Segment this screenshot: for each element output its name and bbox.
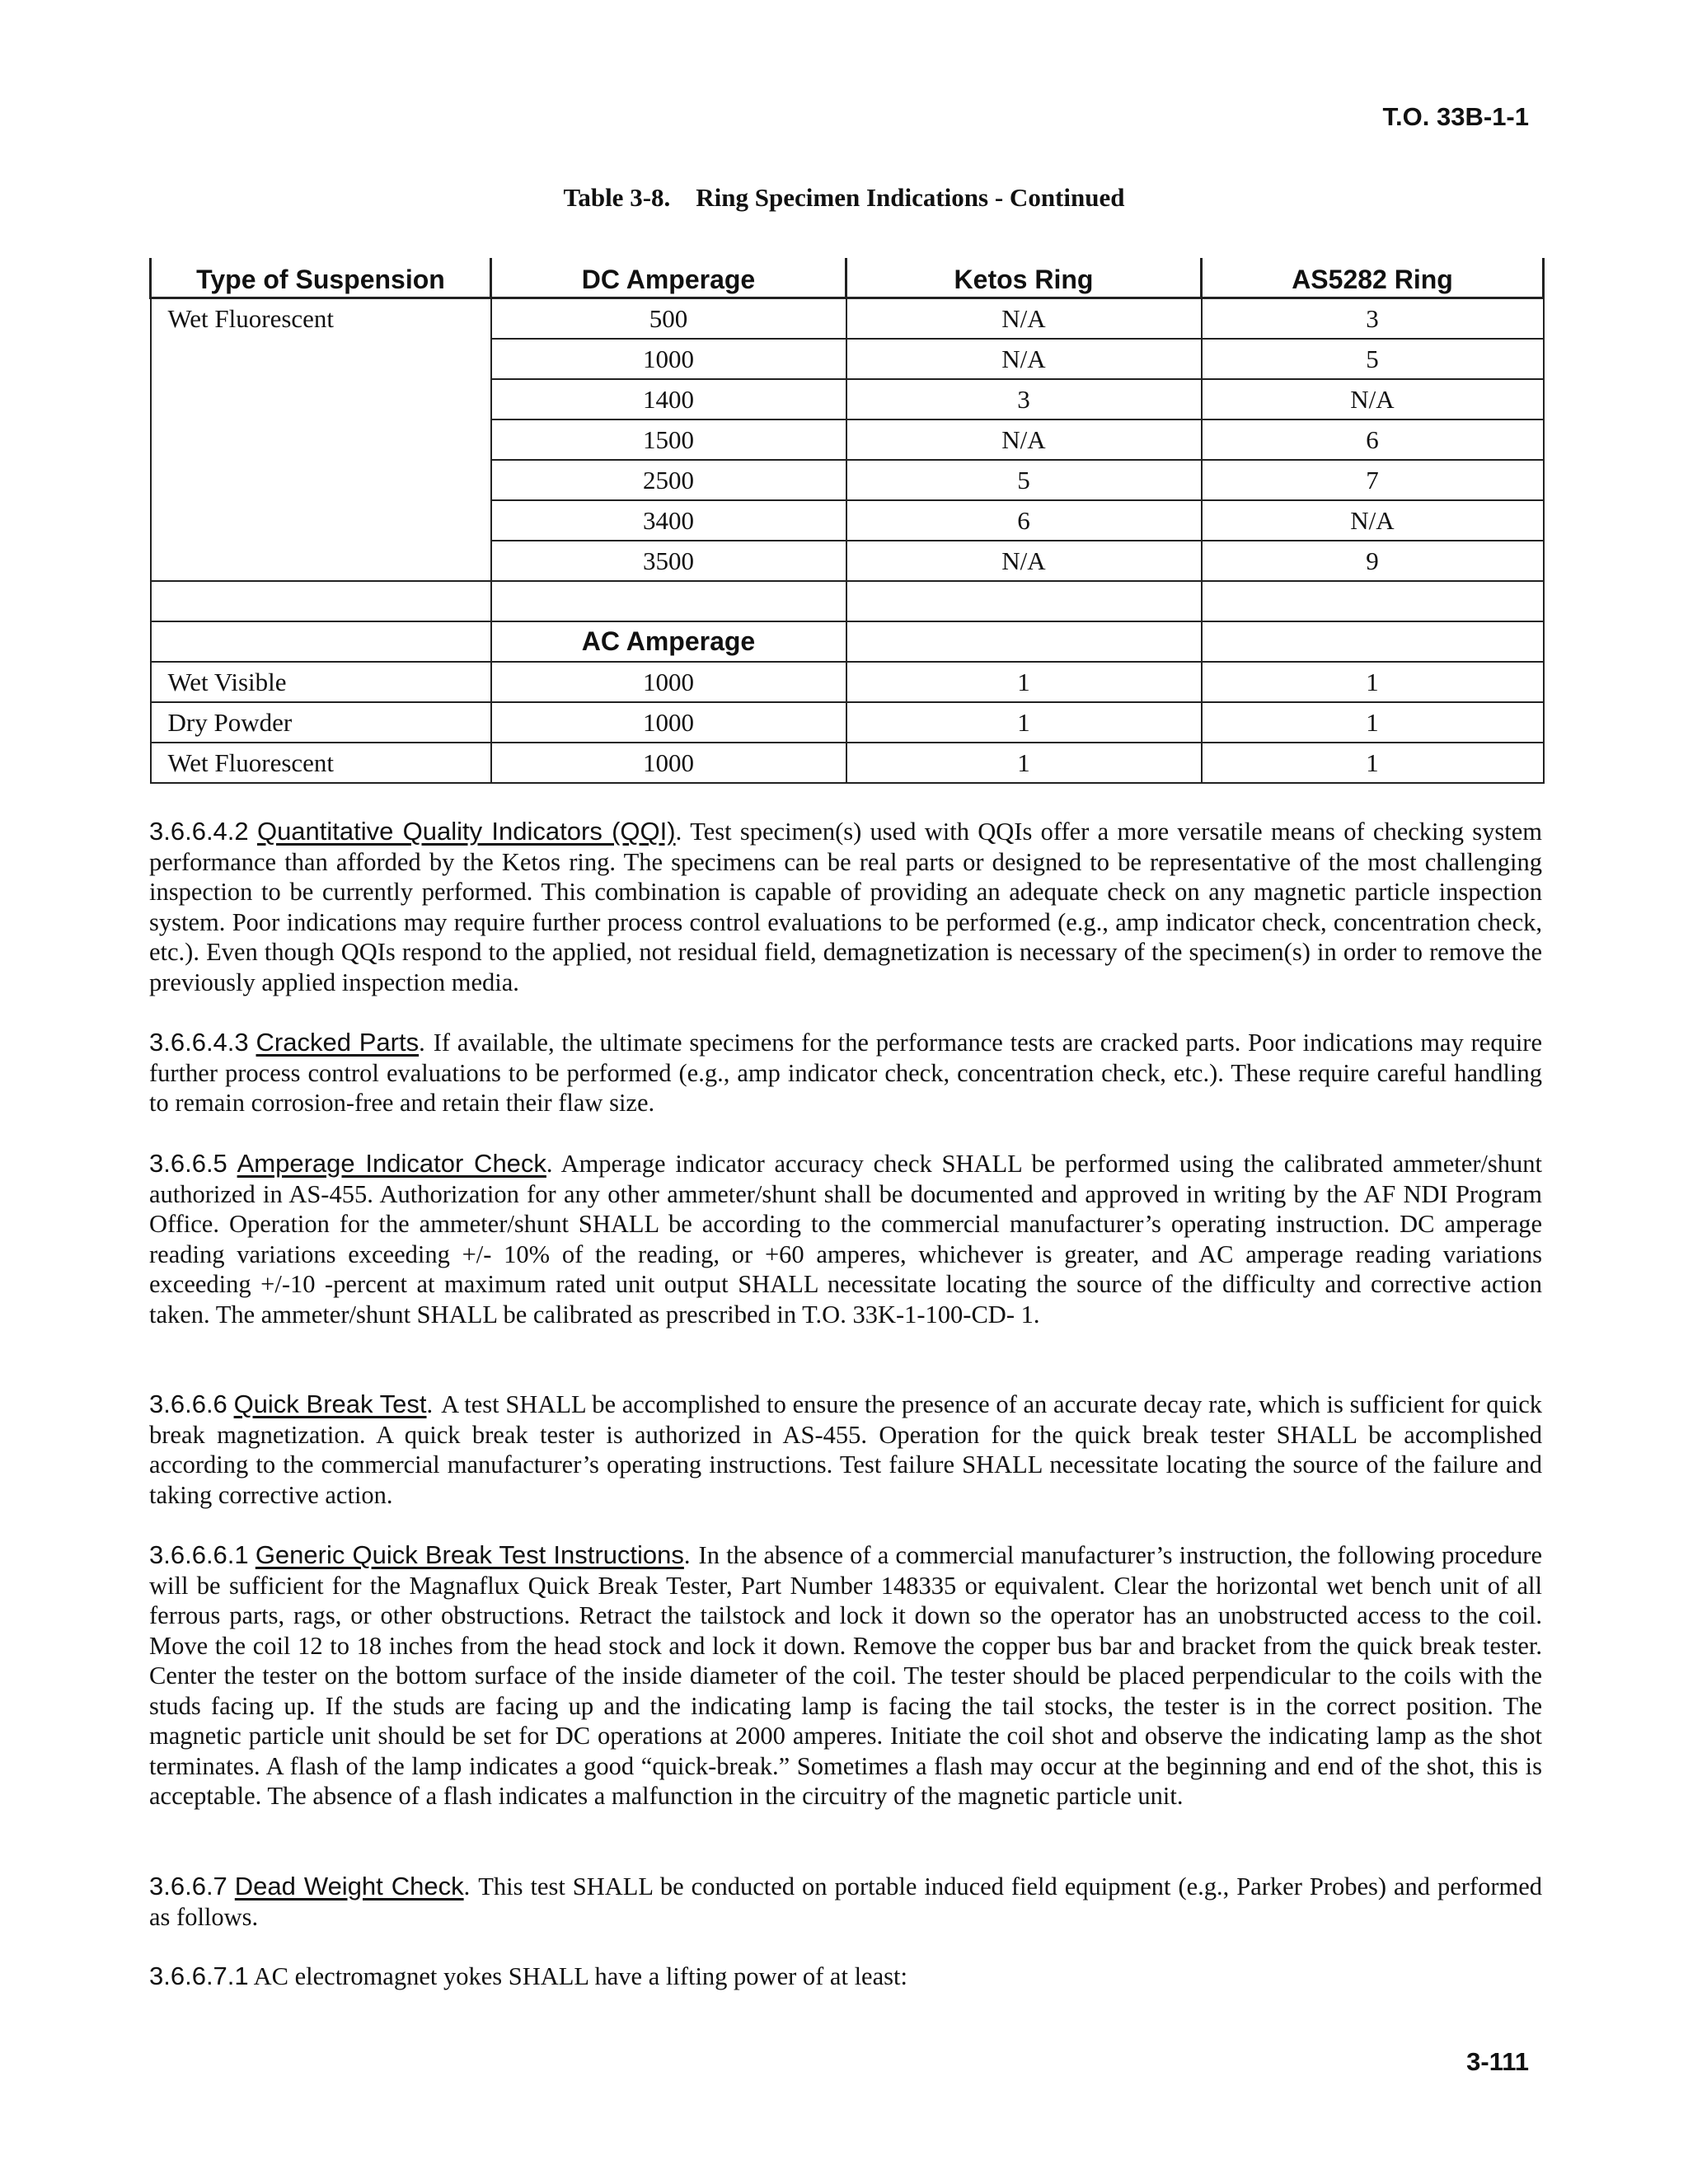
amperage-cell: 1500 [491, 419, 846, 460]
column-header-dc-amperage: DC Amperage [491, 258, 846, 298]
ac-amperage-subheader: AC Amperage [491, 621, 846, 662]
paragraph-body: This test SHALL be conducted on portable induced field equipment (e.g., Parker Probes) and performed as follows. [149, 1872, 1543, 1931]
as5282-cell: 5 [1202, 339, 1544, 379]
paragraph-number: 3.6.6.7 [149, 1872, 227, 1900]
amperage-cell: 1000 [491, 702, 846, 743]
paragraph-number: 3.6.6.4.2 [149, 817, 249, 846]
ketos-cell: 1 [846, 662, 1202, 702]
table-header-row [151, 258, 1544, 298]
table-subheader-row [151, 621, 1544, 662]
page-number: 3-111 [1466, 2047, 1529, 2076]
ketos-cell: N/A [846, 339, 1202, 379]
suspension-type-cell: Wet Visible [151, 662, 491, 702]
column-header-as5282-ring: AS5282 Ring [1202, 258, 1544, 298]
amperage-cell: 3400 [491, 500, 846, 541]
blank-cell [491, 581, 846, 621]
ketos-cell: 5 [846, 460, 1202, 500]
paragraph-heading: Quantitative Quality Indicators (QQI) [256, 817, 676, 846]
paragraph-number: 3.6.6.4.3 [149, 1028, 249, 1057]
as5282-cell: 1 [1202, 743, 1544, 783]
paragraph-3-6-6-4-3: 3.6.6.4.3 Cracked Parts. If available, the ultimate specimens for the performance tests are cracked parts. Poor indications may require further process control evaluations to be performed (e.g., amp indicator check, concentration check, etc.). These require careful handling to remain corrosion-free and retain their flaw size. [149, 1028, 1542, 1117]
paragraph-3-6-6-6: 3.6.6.6 Quick Break Test. A test SHALL be accomplished to ensure the presence of an accurate decay rate, which is sufficient for quick break magnetization. A quick break tester is authorized in AS-455. Operation for the quick break tester SHALL be accomplished according to the commercial manufacturer’s operating instructions. Test failure SHALL necessitate locating the source of the failure and taking corrective action. [149, 1390, 1543, 1509]
amperage-cell: 1000 [491, 743, 846, 783]
suspension-type-cell: Wet Fluorescent [151, 298, 491, 582]
column-header-ketos-ring: Ketos Ring [846, 258, 1202, 298]
paragraph-3-6-6-5: 3.6.6.5 Amperage Indicator Check. Amperage indicator accuracy check SHALL be performed using the calibrated ammeter/shunt authorized in AS-455. Authorization for any other ammeter/shunt shall be documented and approved in writing by the AF NDI Program Office. Operation for the ammeter/shunt SHALL be according to the commercial manufacturer’s operating instruction. DC amperage reading variations exceeding +/- 10% of the reading, or +60 amperes, whichever is greater, and AC amperage reading variations exceeding +/-10 -percent at maximum rated unit output SHALL necessitate locating the source of the difficulty and corrective action taken. The ammeter/shunt SHALL be calibrated as prescribed in T.O. 33K-1-100-CD- 1. [149, 1149, 1542, 1329]
ring-specimen-table [149, 258, 1545, 784]
table-row [151, 298, 1544, 340]
blank-cell [151, 621, 491, 662]
as5282-cell: 3 [1202, 298, 1544, 340]
amperage-cell: 2500 [491, 460, 846, 500]
ketos-cell: 3 [846, 379, 1202, 419]
as5282-cell: 1 [1202, 702, 1544, 743]
amperage-cell: 500 [491, 298, 846, 340]
table-row [151, 662, 1544, 702]
amperage-cell: 1400 [491, 379, 846, 419]
ketos-cell: N/A [846, 541, 1202, 581]
paragraph-heading: Generic Quick Break Test Instructions [255, 1540, 684, 1569]
blank-cell [1202, 581, 1544, 621]
suspension-type-cell: Wet Fluorescent [151, 743, 491, 783]
paragraph-heading: Dead Weight Check [234, 1872, 464, 1900]
suspension-type-cell: Dry Powder [151, 702, 491, 743]
paragraph-number: 3.6.6.6 [149, 1390, 227, 1418]
as5282-cell: N/A [1202, 500, 1544, 541]
paragraph-heading: Quick Break Test [233, 1390, 427, 1418]
ketos-cell: 6 [846, 500, 1202, 541]
amperage-cell: 1000 [491, 339, 846, 379]
table-row [151, 743, 1544, 783]
paragraph-3-6-6-7-1 [149, 1961, 1542, 1992]
ketos-cell: 1 [846, 702, 1202, 743]
technical-order-number: T.O. 33B-1-1 [1382, 102, 1529, 131]
paragraph-heading: Amperage Indicator Check [237, 1149, 546, 1178]
paragraph-body: In the absence of a commercial manufacturer’s instruction, the following procedure will be sufficient for the Magnaflux Quick Break Tester, Part Number 148335 or equivalent. Clear the horizontal wet bench unit of all ferrous parts, rags, or other obstructions. Retract the tailstock and lock it down so the operator has an unobstructed access to the coil. Move the coil 12 to 18 inches from the head stock and lock it down. Remove the copper bus bar and bracket from the quick break tester. Center the tester on the bottom surface of the inside diameter of the coil. The tester should be placed perpendicular to the coils with the studs facing up. If the studs are facing up and the indicating lamp is facing the tail stocks, the tester is in the correct position. The magnetic particle unit should be set for DC operations at 2000 amperes. Initiate the coil shot and observe the indicating lamp as the shot terminates. A flash of the lamp indicates a good “quick-break.” Sometimes a flash may occur at the beginning and end of the shot, this is acceptable. The absence of a flash indicates a malfunction in the circuitry of the magnetic particle unit. [149, 1541, 1542, 1810]
table-row-blank [151, 581, 1544, 621]
table-row [151, 702, 1544, 743]
blank-cell [846, 621, 1202, 662]
ketos-cell: N/A [846, 419, 1202, 460]
ketos-cell: 1 [846, 743, 1202, 783]
paragraph-3-6-6-6-1: 3.6.6.6.1 Generic Quick Break Test Instructions. In the absence of a commercial manufacturer’s instruction, the following procedure will be sufficient for the Magnaflux Quick Break Tester, Part Number 148335 or equivalent. Clear the horizontal wet bench unit of all ferrous parts, rags, or other obstructions. Retract the tailstock and lock it down so the operator has an unobstructed access to the coil. Move the coil 12 to 18 inches from the head stock and lock it down. Remove the copper bus bar and bracket from the quick break tester. Center the tester on the bottom surface of the inside diameter of the coil. The tester should be placed perpendicular to the coils with the studs facing up. If the studs are facing up and the indicating lamp is facing the tail stocks, the tester is in the correct position. The magnetic particle unit should be set for DC operations at 2000 amperes. Initiate the coil shot and observe the indicating lamp as the shot terminates. A flash of the lamp indicates a good “quick-break.” Sometimes a flash may occur at the beginning and end of the shot, this is acceptable. The absence of a flash indicates a malfunction in the circuitry of the magnetic particle unit. [149, 1540, 1542, 1810]
paragraph-number: 3.6.6.5 [149, 1149, 227, 1178]
paragraph-body: Test specimen(s) used with QQIs offer a more versatile means of checking system performance than afforded by the Ketos ring. The specimens can be real parts or designed to be representative of the most challenging inspection to be currently performed. This combination is capable of providing an adequate check on any magnetic particle inspection system. Poor indications may require further process control evaluations to be performed (e.g., amp indicator check, concentration check, etc.). Even though QQIs respond to the applied, not residual field, demagnetization is necessary of the specimen(s) in order to remove the previously applied inspection media. [149, 818, 1543, 996]
paragraph-body: If available, the ultimate specimens for the performance tests are cracked parts. Poor indications may require further process control evaluations to be performed (e.g., amp indicator check, concentration check, etc.). These require careful handling to remain corrosion-free and retain their flaw size. [149, 1029, 1542, 1117]
table-title: Table 3-8. Ring Specimen Indications - Continued [563, 183, 1125, 212]
paragraph-body: AC electromagnet yokes SHALL have a lifting power of at least: [253, 1962, 907, 1990]
as5282-cell: 7 [1202, 460, 1544, 500]
paragraph-heading: Cracked Parts [256, 1028, 420, 1057]
paragraph-number: 3.6.6.6.1 [149, 1540, 249, 1569]
as5282-cell: N/A [1202, 379, 1544, 419]
as5282-cell: 1 [1202, 662, 1544, 702]
blank-cell [846, 581, 1202, 621]
ketos-cell: N/A [846, 298, 1202, 340]
amperage-cell: 1000 [491, 662, 846, 702]
paragraph-body: Amperage indicator accuracy check SHALL be performed using the calibrated ammeter/shunt authorized in AS-455. Authorization for any other ammeter/shunt shall be documented and approved in writing by the AF NDI Program Office. Operation for the ammeter/shunt SHALL be according to the commercial manufacturer’s operating instruction. DC amperage reading variations exceeding +/- 10% of the reading, or +60 amperes, whichever is greater, and AC amperage reading variations exceeding +/-10 -percent at maximum rated unit output SHALL necessitate locating the source of the difficulty and corrective action taken. The ammeter/shunt SHALL be calibrated as prescribed in T.O. 33K-1-100-CD- 1. [149, 1150, 1542, 1329]
as5282-cell: 6 [1202, 419, 1544, 460]
blank-cell [151, 581, 491, 621]
as5282-cell: 9 [1202, 541, 1544, 581]
paragraph-number: 3.6.6.7.1 [149, 1961, 249, 1990]
blank-cell [1202, 621, 1544, 662]
amperage-cell: 3500 [491, 541, 846, 581]
paragraph-3-6-6-7: 3.6.6.7 Dead Weight Check. This test SHALL be conducted on portable induced field equipment (e.g., Parker Probes) and performed as follows. [149, 1872, 1543, 1931]
column-header-type: Type of Suspension [151, 258, 491, 298]
paragraph-3-6-6-4-2: 3.6.6.4.2 Quantitative Quality Indicators (QQI). Test specimen(s) used with QQIs offer a more versatile means of checking system performance than afforded by the Ketos ring. The specimens can be real parts or designed to be representative of the most challenging inspection to be currently performed. This combination is capable of providing an adequate check on any magnetic particle inspection system. Poor indications may require further process control evaluations to be performed (e.g., amp indicator check, concentration check, etc.). Even though QQIs respond to the applied, not residual field, demagnetization is necessary of the specimen(s) in order to remove the previously applied inspection media. [149, 817, 1543, 996]
paragraph-body: A test SHALL be accomplished to ensure the presence of an accurate decay rate, which is sufficient for quick break magnetization. A quick break tester is authorized in AS-455. Operation for the quick break tester SHALL be accomplished according to the commercial manufacturer’s operating instructions. Test failure SHALL necessitate locating the source of the failure and taking corrective action. [149, 1390, 1543, 1509]
